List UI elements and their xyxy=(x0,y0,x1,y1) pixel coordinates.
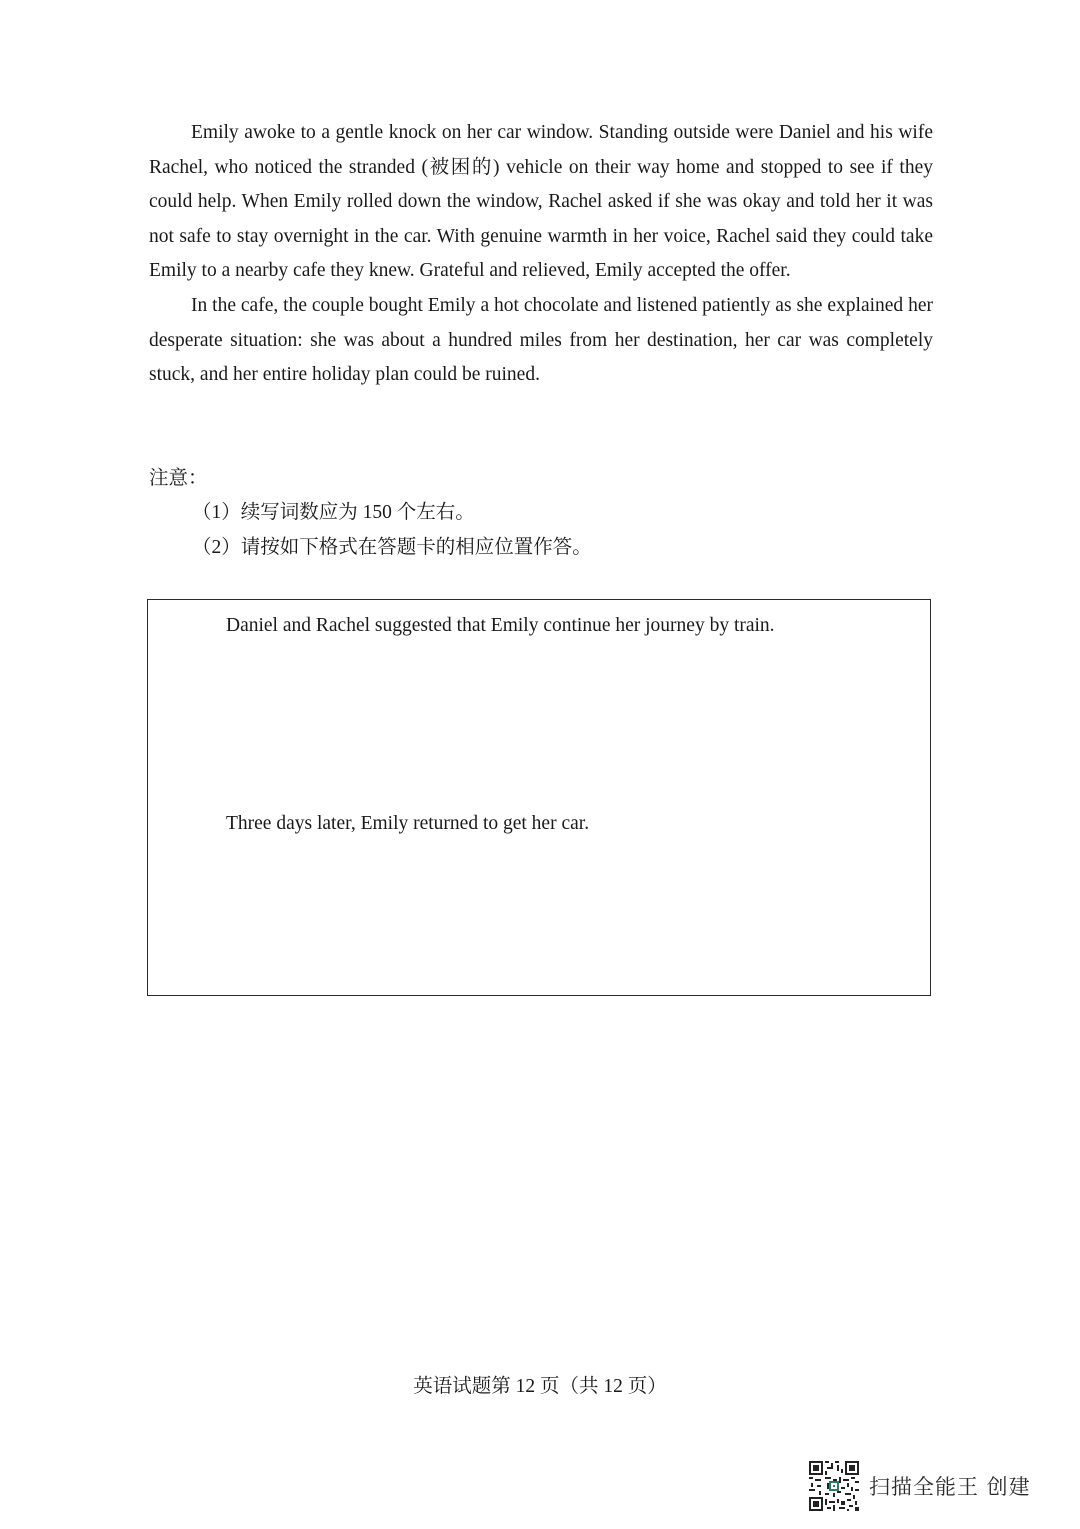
note-item-2: （2）请按如下格式在答题卡的相应位置作答。 xyxy=(192,537,592,558)
scanner-watermark xyxy=(809,1461,1031,1511)
qr-code-icon xyxy=(809,1461,859,1511)
passage-paragraph-1: Emily awoke to a gentle knock on her car window. Standing outside were Daniel and his wife Rachel, who noticed the stranded (被困的) vehicle on their way home and stopped to see if they could help. When Emily rolled down the window, Rachel asked if she was okay and told her it was not safe to stay overnight in the car. With genuine warmth in her voice, Rachel said they could take Emily to a nearby cafe they knew. Grateful and relieved, Emily accepted the offer. xyxy=(149,122,933,282)
answer-box xyxy=(147,599,931,996)
notes-label: 注意： xyxy=(149,468,208,489)
watermark-text: 扫描全能王 创建 xyxy=(869,1475,1031,1499)
story-passage xyxy=(149,116,933,393)
note-item-1: （1）续写词数应为 150 个左右。 xyxy=(192,502,475,523)
paragraph-prompt-2: Three days later, Emily returned to get her car. xyxy=(226,813,590,834)
page-footer: 英语试题第 12 页（共 12 页） xyxy=(413,1376,667,1397)
paragraph-prompt-1: Daniel and Rachel suggested that Emily continue her journey by train. xyxy=(226,615,775,636)
passage-paragraph-2: In the cafe, the couple bought Emily a hot chocolate and listened patiently as she explained her desperate situation: she was about a hundred miles from her destination, her car was completely stuck, and her entire holiday plan could be ruined. xyxy=(149,294,933,386)
